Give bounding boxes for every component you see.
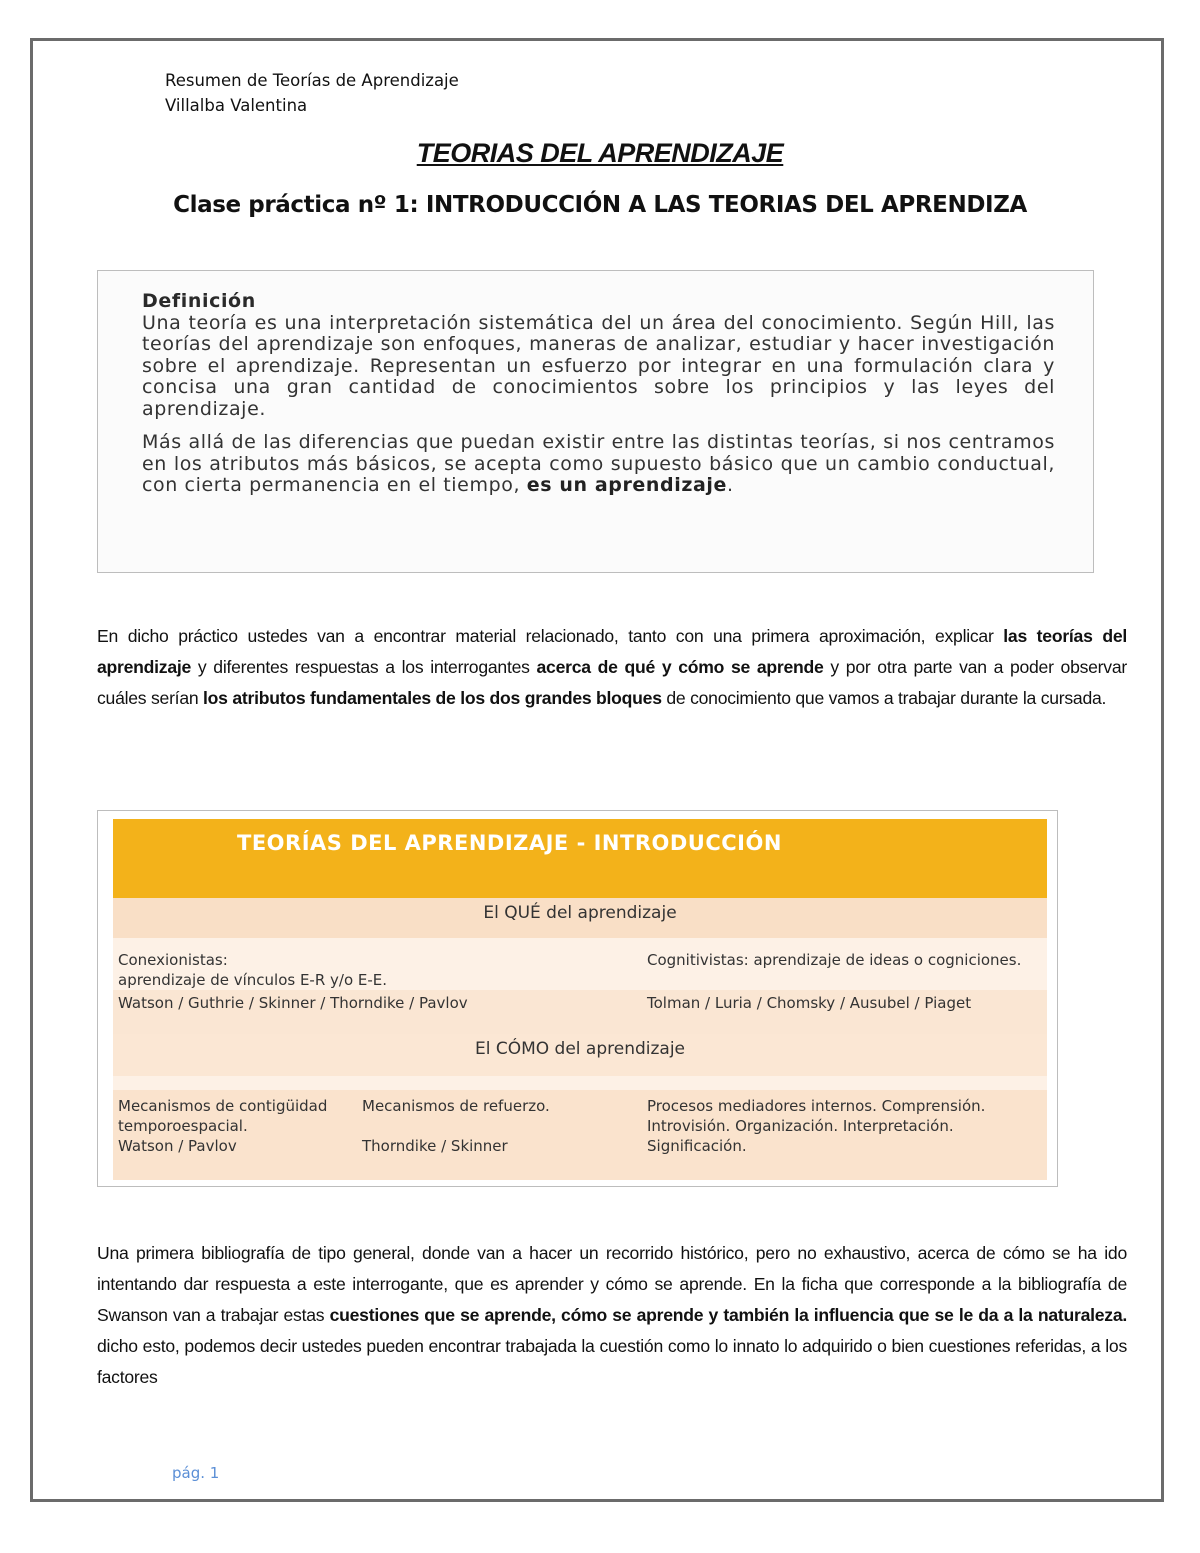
authors-right-cell: Tolman / Luria / Chomsky / Ausubel / Piaget xyxy=(647,994,972,1012)
intro-text-3: y por otra parte van a poder observar cuáles serían xyxy=(97,657,1127,708)
mechanism-contiguity-authors: Watson / Pavlov xyxy=(118,1137,237,1155)
mechanism-reinforcement-cell xyxy=(358,1096,643,1180)
conexionistas-cell xyxy=(113,950,643,990)
mechanism-reinforcement: Mecanismos de refuerzo. xyxy=(362,1097,550,1115)
mediating-processes-cell: Procesos mediadores internos. Comprensión. Introvisión. Organización. Interpretación. Significación. xyxy=(647,1097,986,1155)
page-number: pág. 1 xyxy=(172,1464,220,1482)
conexionistas-label: Conexionistas: xyxy=(118,951,228,969)
mechanism-reinforcement-authors: Thorndike / Skinner xyxy=(362,1137,508,1155)
intro-bold-2: acerca de qué y cómo se aprende xyxy=(536,657,824,677)
document-header xyxy=(165,68,459,118)
table-row-authors xyxy=(113,990,1047,1034)
document-title: TEORIAS DEL APRENDIZAJE xyxy=(416,138,784,168)
definition-p2-end: . xyxy=(727,474,734,496)
theories-table-image xyxy=(97,810,1058,1187)
biblio-bold-1: cuestiones que se aprende, cómo se aprende y también la influencia que se le da a la naturaleza. xyxy=(329,1305,1127,1325)
table-spacer xyxy=(113,1076,1047,1090)
header-summary-title: Resumen de Teorías de Aprendizaje xyxy=(165,71,459,90)
conexionistas-desc: aprendizaje de vínculos E-R y/o E-E. xyxy=(118,971,388,989)
bibliography-paragraph xyxy=(97,1238,1127,1393)
table-row-paradigms xyxy=(113,938,1047,990)
header-author: Villalba Valentina xyxy=(165,96,308,115)
table-header: TEORÍAS DEL APRENDIZAJE - INTRODUCCIÓN xyxy=(113,819,1047,898)
biblio-text-1: Una primera bibliografía de tipo general, donde van a hacer un recorrido histórico, pero no exhaustivo, acerca de cómo se ha ido intentando dar respuesta a este interrogante, que es aprender y cómo se aprende. En la ficha que corresponde a la bibliografía de Swanson van a trabajar estas xyxy=(97,1243,1127,1325)
definition-text xyxy=(142,291,1055,509)
cognitivistas-cell: Cognitivistas: aprendizaje de ideas o cogniciones. xyxy=(647,951,1022,969)
mechanism-contiguity-cell xyxy=(113,1096,358,1180)
definition-paragraph-1: Una teoría es una interpretación sistemática del un área del conocimiento. Según Hill, las teorías del aprendizaje son enfoques, maneras de analizar, estudiar y hacer investigación sobre el aprendizaje. Representan un esfuerzo por integrar en una formulación clara y concisa una gran cantidad de conocimientos sobre los principios y las leyes del aprendizaje. xyxy=(142,311,1055,420)
theories-table xyxy=(113,819,1047,1180)
intro-bold-3: los atributos fundamentales de los dos grandes bloques xyxy=(203,688,662,708)
definition-p2-text: Más allá de las diferencias que puedan existir entre las distintas teorías, si nos centramos en los atributos más básicos, se acepta como supuesto básico que un cambio conductual, con cierta permanencia en el tiempo, xyxy=(142,431,1055,496)
intro-text-4: de conocimiento que vamos a trabajar durante la cursada. xyxy=(661,688,1107,708)
authors-left-cell: Watson / Guthrie / Skinner / Thorndike / Pavlov xyxy=(118,994,468,1012)
definition-p2-bold: es un aprendizaje xyxy=(526,474,728,496)
mechanism-contiguity: Mecanismos de contigüidad temporoespacial. xyxy=(118,1097,328,1135)
intro-paragraph xyxy=(97,621,1127,714)
table-section-how: El CÓMO del aprendizaje xyxy=(113,1034,1047,1076)
table-section-what: El QUÉ del aprendizaje xyxy=(113,898,1047,938)
definition-heading: Definición xyxy=(142,290,256,312)
document-subtitle: Clase práctica nº 1: INTRODUCCIÓN A LAS TEORIAS DEL APRENDIZA xyxy=(173,192,1027,218)
intro-text-2: y diferentes respuestas a los interrogantes xyxy=(191,657,537,677)
intro-text-1: En dicho práctico ustedes van a encontrar material relacionado, tanto con una primera aproximación, explicar xyxy=(97,626,1004,646)
definition-paragraph-2 xyxy=(142,432,1055,497)
intro-bold-1: las teorías del aprendizaje xyxy=(97,626,1127,677)
biblio-text-2: dicho esto, podemos decir ustedes pueden encontrar trabajada la cuestión como lo innato lo adquirido o bien cuestiones referidas, a los factores xyxy=(97,1336,1127,1387)
definition-image xyxy=(97,270,1094,573)
table-row-mechanisms xyxy=(113,1090,1047,1180)
